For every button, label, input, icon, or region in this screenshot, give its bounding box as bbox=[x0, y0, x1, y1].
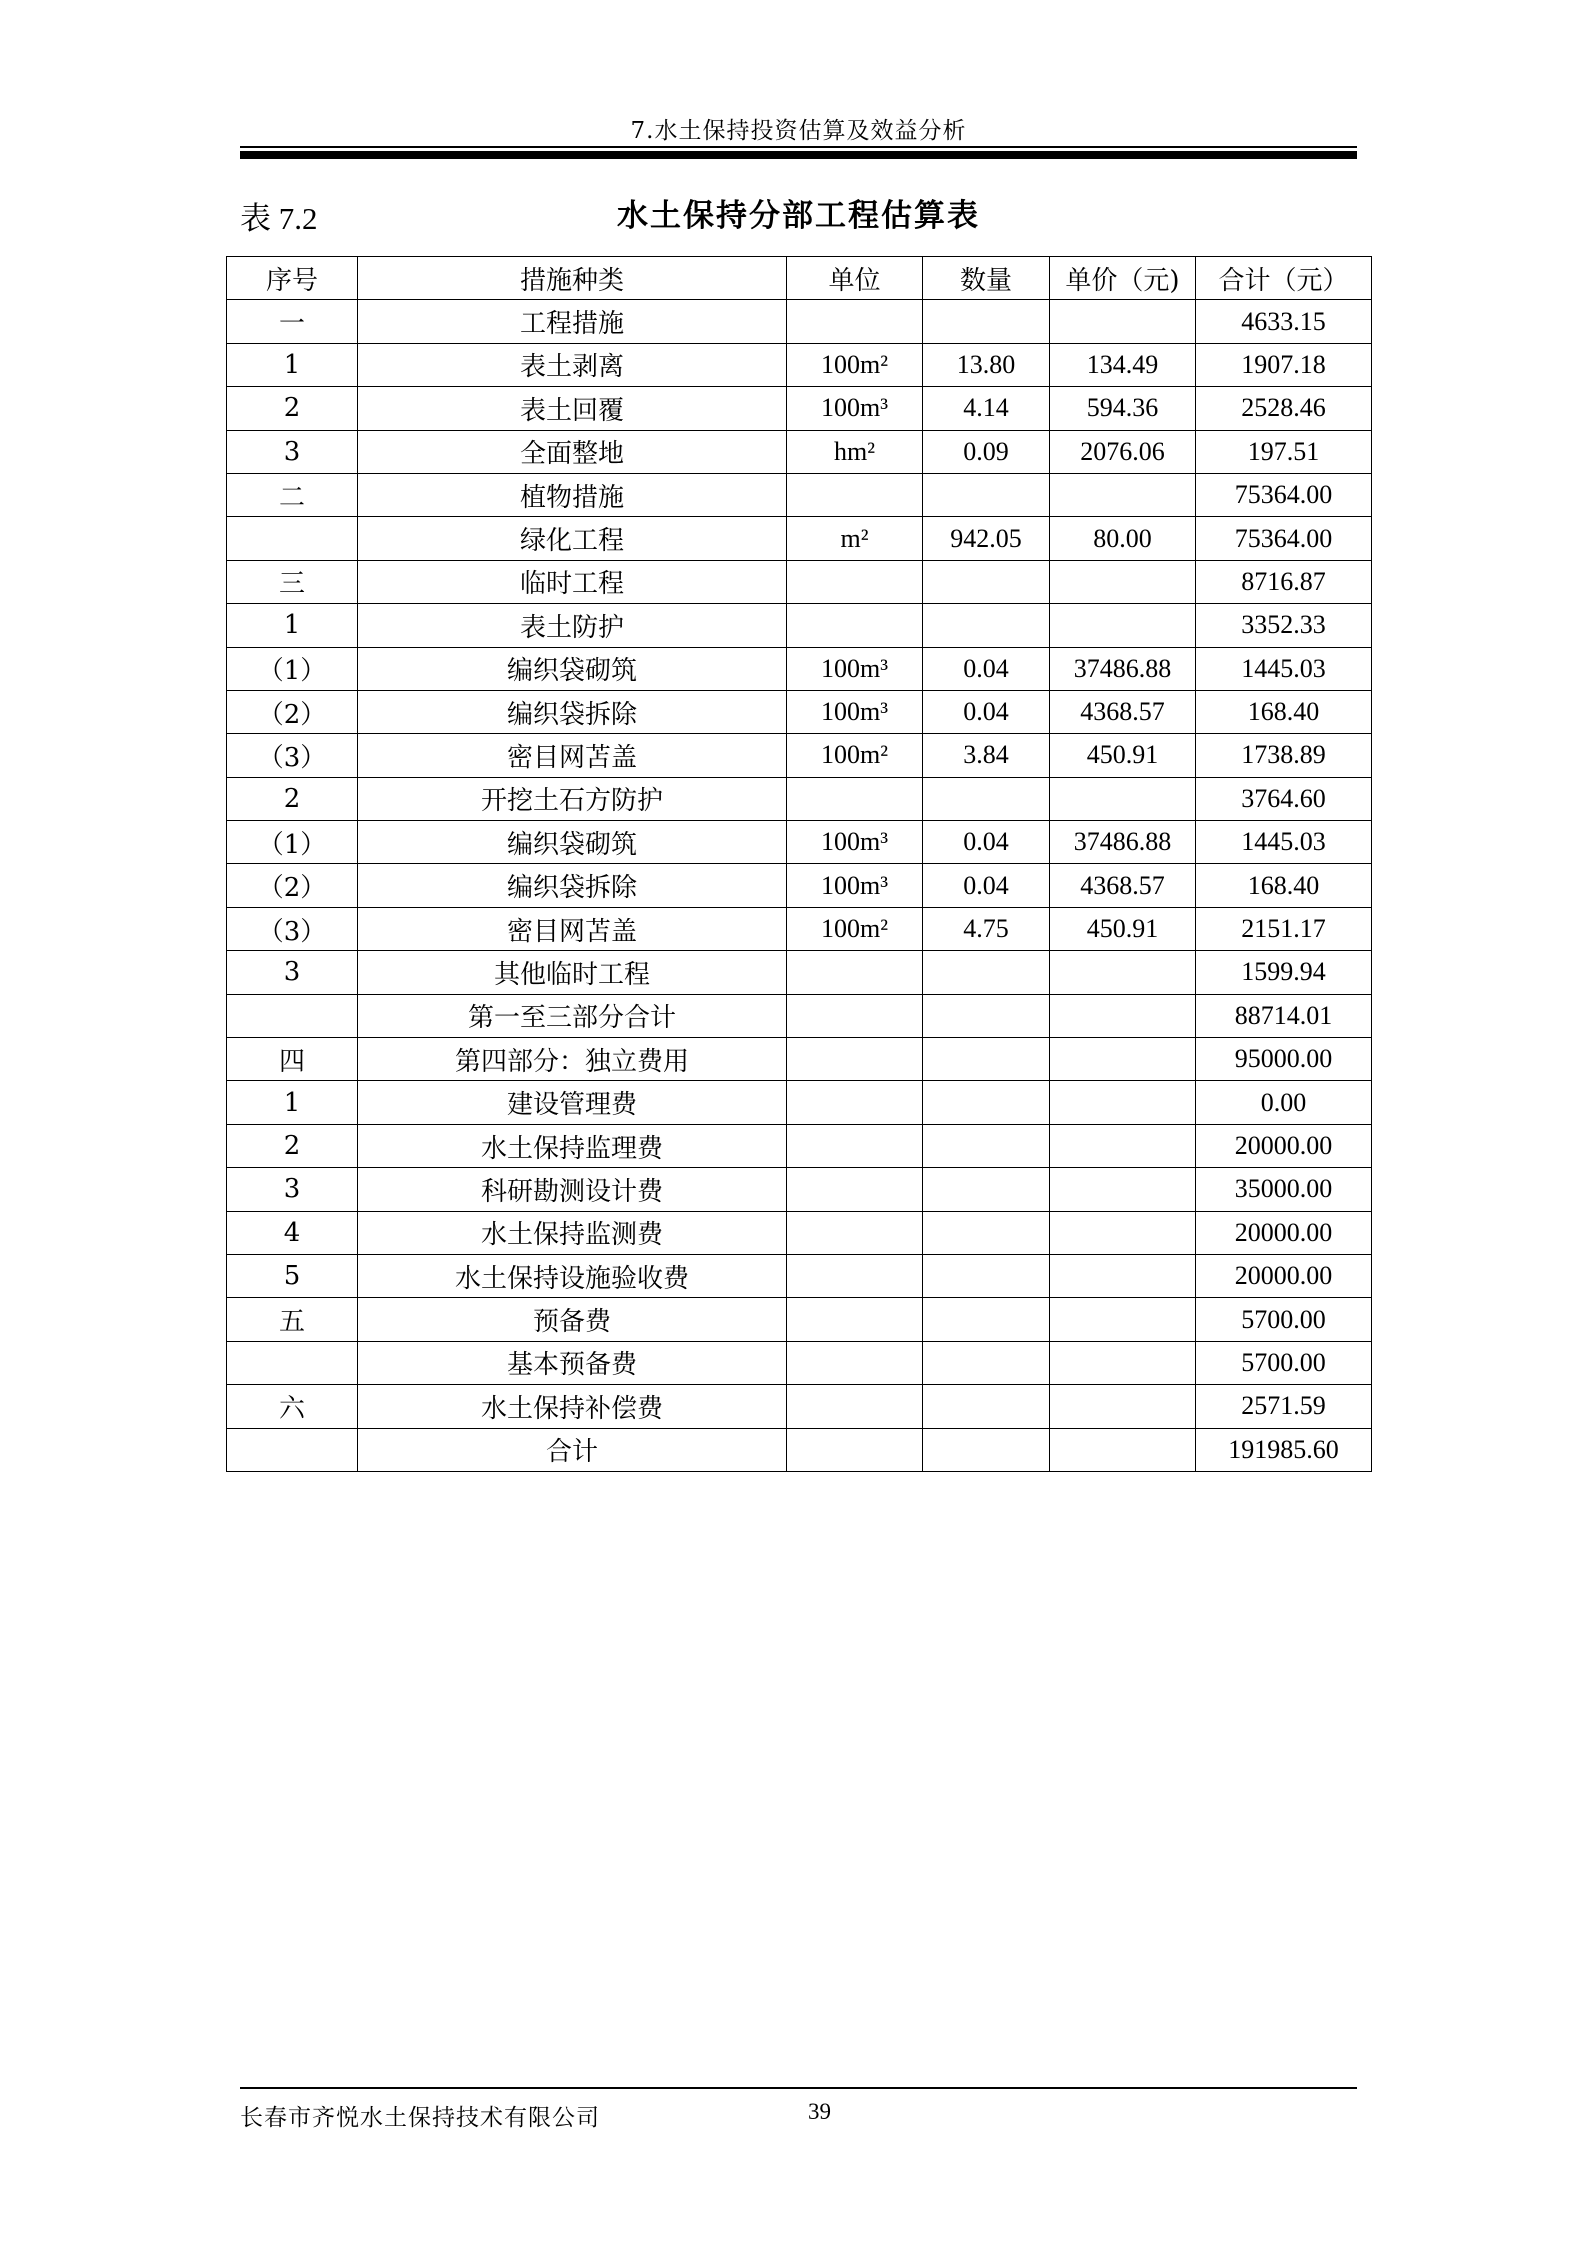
table-row bbox=[227, 473, 1372, 516]
row-quantity-cell bbox=[923, 1168, 1050, 1211]
row-unit-cell bbox=[787, 1211, 923, 1254]
row-total-cell: 2151.17 bbox=[1196, 907, 1372, 950]
row-unit-price-cell bbox=[1050, 1254, 1196, 1297]
row-unit-cell bbox=[787, 777, 923, 820]
row-unit-price-cell: 594.36 bbox=[1050, 387, 1196, 430]
row-no-cell: 三 bbox=[227, 560, 358, 603]
page-number: 39 bbox=[808, 2099, 831, 2124]
row-measure-cell: 密目网苫盖 bbox=[358, 734, 787, 777]
row-unit-price-cell: 80.00 bbox=[1050, 517, 1196, 560]
row-unit-price-cell bbox=[1050, 777, 1196, 820]
row-total-cell: 168.40 bbox=[1196, 690, 1372, 733]
row-unit-cell bbox=[787, 1298, 923, 1341]
row-total-cell: 1445.03 bbox=[1196, 647, 1372, 690]
row-unit-cell bbox=[787, 560, 923, 603]
table-number-label: 表 7.2 bbox=[240, 201, 318, 236]
row-quantity-cell bbox=[923, 473, 1050, 516]
row-unit-price-cell: 134.49 bbox=[1050, 343, 1196, 386]
row-measure-cell: 表土回覆 bbox=[358, 387, 787, 430]
row-no-cell: （3） bbox=[227, 907, 358, 950]
col-header-unit-price: 单价（元) bbox=[1050, 257, 1196, 300]
row-unit-price-cell: 4368.57 bbox=[1050, 690, 1196, 733]
row-total-cell: 197.51 bbox=[1196, 430, 1372, 473]
table-row bbox=[227, 647, 1372, 690]
row-measure-cell: 全面整地 bbox=[358, 430, 787, 473]
table-row bbox=[227, 1211, 1372, 1254]
row-measure-cell: 第四部分：独立费用 bbox=[358, 1038, 787, 1081]
estimate-table bbox=[226, 256, 1372, 1472]
row-unit-cell bbox=[787, 1168, 923, 1211]
row-unit-price-cell bbox=[1050, 994, 1196, 1037]
row-no-cell: 六 bbox=[227, 1385, 358, 1428]
row-quantity-cell: 0.04 bbox=[923, 647, 1050, 690]
row-total-cell: 2528.46 bbox=[1196, 387, 1372, 430]
row-quantity-cell bbox=[923, 1428, 1050, 1471]
row-measure-cell: 密目网苫盖 bbox=[358, 907, 787, 950]
row-measure-cell: 第一至三部分合计 bbox=[358, 994, 787, 1037]
row-unit-price-cell bbox=[1050, 1298, 1196, 1341]
table-row bbox=[227, 864, 1372, 907]
row-unit-cell: 100m³ bbox=[787, 690, 923, 733]
table-row bbox=[227, 1081, 1372, 1124]
table-row bbox=[227, 387, 1372, 430]
row-no-cell: 4 bbox=[227, 1211, 358, 1254]
row-total-cell: 191985.60 bbox=[1196, 1428, 1372, 1471]
row-no-cell: 二 bbox=[227, 473, 358, 516]
row-measure-cell: 编织袋拆除 bbox=[358, 864, 787, 907]
row-total-cell: 20000.00 bbox=[1196, 1124, 1372, 1167]
row-measure-cell: 其他临时工程 bbox=[358, 951, 787, 994]
row-total-cell: 0.00 bbox=[1196, 1081, 1372, 1124]
row-total-cell: 1738.89 bbox=[1196, 734, 1372, 777]
row-total-cell: 1599.94 bbox=[1196, 951, 1372, 994]
table-row bbox=[227, 343, 1372, 386]
row-measure-cell: 编织袋拆除 bbox=[358, 690, 787, 733]
table-row bbox=[227, 1298, 1372, 1341]
row-quantity-cell: 4.14 bbox=[923, 387, 1050, 430]
row-measure-cell: 科研勘测设计费 bbox=[358, 1168, 787, 1211]
table-row bbox=[227, 907, 1372, 950]
row-measure-cell: 建设管理费 bbox=[358, 1081, 787, 1124]
table-row bbox=[227, 560, 1372, 603]
row-total-cell: 168.40 bbox=[1196, 864, 1372, 907]
row-unit-price-cell bbox=[1050, 1168, 1196, 1211]
row-unit-cell bbox=[787, 300, 923, 343]
row-no-cell: 1 bbox=[227, 604, 358, 647]
table-row bbox=[227, 734, 1372, 777]
row-unit-price-cell bbox=[1050, 473, 1196, 516]
row-quantity-cell bbox=[923, 604, 1050, 647]
row-quantity-cell: 0.04 bbox=[923, 690, 1050, 733]
table-row bbox=[227, 1254, 1372, 1297]
row-unit-cell bbox=[787, 1385, 923, 1428]
row-unit-price-cell bbox=[1050, 300, 1196, 343]
row-unit-cell: 100m² bbox=[787, 734, 923, 777]
row-no-cell: （1） bbox=[227, 647, 358, 690]
table-row bbox=[227, 1428, 1372, 1471]
row-total-cell: 20000.00 bbox=[1196, 1211, 1372, 1254]
col-header-no: 序号 bbox=[227, 257, 358, 300]
row-no-cell: 2 bbox=[227, 777, 358, 820]
row-unit-price-cell bbox=[1050, 1211, 1196, 1254]
row-unit-price-cell: 450.91 bbox=[1050, 734, 1196, 777]
row-measure-cell: 水土保持监理费 bbox=[358, 1124, 787, 1167]
table-row bbox=[227, 430, 1372, 473]
row-quantity-cell bbox=[923, 1298, 1050, 1341]
row-measure-cell: 表土防护 bbox=[358, 604, 787, 647]
row-quantity-cell: 4.75 bbox=[923, 907, 1050, 950]
row-quantity-cell bbox=[923, 300, 1050, 343]
row-quantity-cell bbox=[923, 1081, 1050, 1124]
table-row bbox=[227, 1038, 1372, 1081]
row-measure-cell: 水土保持设施验收费 bbox=[358, 1254, 787, 1297]
row-quantity-cell bbox=[923, 1341, 1050, 1384]
col-header-total: 合计（元） bbox=[1196, 257, 1372, 300]
row-measure-cell: 水土保持监测费 bbox=[358, 1211, 787, 1254]
row-unit-price-cell: 4368.57 bbox=[1050, 864, 1196, 907]
row-total-cell: 8716.87 bbox=[1196, 560, 1372, 603]
row-quantity-cell: 3.84 bbox=[923, 734, 1050, 777]
row-measure-cell: 预备费 bbox=[358, 1298, 787, 1341]
row-no-cell: 3 bbox=[227, 1168, 358, 1211]
row-no-cell: 3 bbox=[227, 430, 358, 473]
row-unit-cell bbox=[787, 1428, 923, 1471]
row-no-cell: 5 bbox=[227, 1254, 358, 1297]
row-no-cell bbox=[227, 517, 358, 560]
row-no-cell: 一 bbox=[227, 300, 358, 343]
row-unit-price-cell bbox=[1050, 1038, 1196, 1081]
col-header-measure: 措施种类 bbox=[358, 257, 787, 300]
row-quantity-cell bbox=[923, 560, 1050, 603]
row-total-cell: 1445.03 bbox=[1196, 821, 1372, 864]
row-unit-cell: 100m² bbox=[787, 907, 923, 950]
row-unit-cell bbox=[787, 1341, 923, 1384]
row-unit-cell: m² bbox=[787, 517, 923, 560]
row-total-cell: 1907.18 bbox=[1196, 343, 1372, 386]
col-header-unit: 单位 bbox=[787, 257, 923, 300]
footer-company-name: 长春市齐悦水土保持技术有限公司 bbox=[240, 2105, 600, 2131]
row-no-cell bbox=[227, 1341, 358, 1384]
row-unit-price-cell: 37486.88 bbox=[1050, 821, 1196, 864]
table-row bbox=[227, 821, 1372, 864]
row-quantity-cell bbox=[923, 1385, 1050, 1428]
row-total-cell: 3764.60 bbox=[1196, 777, 1372, 820]
row-no-cell: （2） bbox=[227, 864, 358, 907]
row-no-cell: 1 bbox=[227, 1081, 358, 1124]
table-row bbox=[227, 300, 1372, 343]
row-unit-cell bbox=[787, 1124, 923, 1167]
row-quantity-cell: 942.05 bbox=[923, 517, 1050, 560]
table-row bbox=[227, 1385, 1372, 1428]
row-quantity-cell bbox=[923, 994, 1050, 1037]
row-unit-price-cell bbox=[1050, 604, 1196, 647]
row-measure-cell: 开挖土石方防护 bbox=[358, 777, 787, 820]
row-total-cell: 3352.33 bbox=[1196, 604, 1372, 647]
row-unit-cell bbox=[787, 1081, 923, 1124]
row-measure-cell: 表土剥离 bbox=[358, 343, 787, 386]
row-total-cell: 35000.00 bbox=[1196, 1168, 1372, 1211]
row-no-cell: （2） bbox=[227, 690, 358, 733]
row-unit-cell: 100m³ bbox=[787, 821, 923, 864]
row-quantity-cell: 0.04 bbox=[923, 821, 1050, 864]
row-total-cell: 5700.00 bbox=[1196, 1341, 1372, 1384]
table-row bbox=[227, 604, 1372, 647]
row-no-cell: （1） bbox=[227, 821, 358, 864]
row-measure-cell: 水土保持补偿费 bbox=[358, 1385, 787, 1428]
row-measure-cell: 合计 bbox=[358, 1428, 787, 1471]
row-unit-cell bbox=[787, 951, 923, 994]
row-total-cell: 88714.01 bbox=[1196, 994, 1372, 1037]
table-row bbox=[227, 994, 1372, 1037]
row-unit-price-cell bbox=[1050, 1081, 1196, 1124]
row-quantity-cell bbox=[923, 951, 1050, 994]
row-measure-cell: 编织袋砌筑 bbox=[358, 821, 787, 864]
row-unit-cell: 100m³ bbox=[787, 647, 923, 690]
row-measure-cell: 植物措施 bbox=[358, 473, 787, 516]
row-unit-cell bbox=[787, 473, 923, 516]
row-unit-cell bbox=[787, 994, 923, 1037]
row-unit-cell: 100m³ bbox=[787, 387, 923, 430]
row-unit-cell bbox=[787, 604, 923, 647]
row-unit-price-cell: 2076.06 bbox=[1050, 430, 1196, 473]
row-no-cell: 2 bbox=[227, 1124, 358, 1167]
row-unit-price-cell bbox=[1050, 1385, 1196, 1428]
page-header-title: 7.水土保持投资估算及效益分析 bbox=[630, 118, 967, 144]
row-measure-cell: 基本预备费 bbox=[358, 1341, 787, 1384]
table-row bbox=[227, 951, 1372, 994]
table-row bbox=[227, 1124, 1372, 1167]
row-quantity-cell: 13.80 bbox=[923, 343, 1050, 386]
row-unit-price-cell: 450.91 bbox=[1050, 907, 1196, 950]
row-no-cell: 3 bbox=[227, 951, 358, 994]
row-unit-cell: 100m² bbox=[787, 343, 923, 386]
row-unit-price-cell bbox=[1050, 560, 1196, 603]
table-row bbox=[227, 517, 1372, 560]
row-no-cell bbox=[227, 994, 358, 1037]
table-body bbox=[227, 300, 1372, 1472]
row-unit-price-cell bbox=[1050, 1341, 1196, 1384]
footer-rule bbox=[240, 2087, 1357, 2089]
row-quantity-cell bbox=[923, 777, 1050, 820]
row-quantity-cell bbox=[923, 1254, 1050, 1297]
row-quantity-cell bbox=[923, 1124, 1050, 1167]
row-unit-cell: hm² bbox=[787, 430, 923, 473]
row-no-cell: 四 bbox=[227, 1038, 358, 1081]
table-row bbox=[227, 777, 1372, 820]
row-unit-price-cell bbox=[1050, 1428, 1196, 1471]
row-unit-price-cell bbox=[1050, 951, 1196, 994]
row-no-cell: 1 bbox=[227, 343, 358, 386]
row-quantity-cell bbox=[923, 1038, 1050, 1081]
table-title: 水土保持分部工程估算表 bbox=[617, 198, 980, 234]
row-measure-cell: 编织袋砌筑 bbox=[358, 647, 787, 690]
row-total-cell: 2571.59 bbox=[1196, 1385, 1372, 1428]
row-no-cell: （3） bbox=[227, 734, 358, 777]
row-quantity-cell: 0.04 bbox=[923, 864, 1050, 907]
header-rule-thick bbox=[240, 151, 1357, 159]
row-measure-cell: 绿化工程 bbox=[358, 517, 787, 560]
row-total-cell: 75364.00 bbox=[1196, 517, 1372, 560]
table-row bbox=[227, 1341, 1372, 1384]
row-no-cell: 五 bbox=[227, 1298, 358, 1341]
table-header-row bbox=[227, 257, 1372, 300]
table-row bbox=[227, 690, 1372, 733]
table-row bbox=[227, 1168, 1372, 1211]
row-unit-cell bbox=[787, 1254, 923, 1297]
row-quantity-cell: 0.09 bbox=[923, 430, 1050, 473]
row-measure-cell: 临时工程 bbox=[358, 560, 787, 603]
row-unit-cell bbox=[787, 1038, 923, 1081]
row-measure-cell: 工程措施 bbox=[358, 300, 787, 343]
row-quantity-cell bbox=[923, 1211, 1050, 1254]
row-no-cell: 2 bbox=[227, 387, 358, 430]
row-unit-price-cell: 37486.88 bbox=[1050, 647, 1196, 690]
row-unit-price-cell bbox=[1050, 1124, 1196, 1167]
row-total-cell: 95000.00 bbox=[1196, 1038, 1372, 1081]
col-header-quantity: 数量 bbox=[923, 257, 1050, 300]
header-rule-thin bbox=[240, 146, 1357, 148]
row-unit-cell: 100m³ bbox=[787, 864, 923, 907]
row-total-cell: 5700.00 bbox=[1196, 1298, 1372, 1341]
row-no-cell bbox=[227, 1428, 358, 1471]
row-total-cell: 20000.00 bbox=[1196, 1254, 1372, 1297]
row-total-cell: 75364.00 bbox=[1196, 473, 1372, 516]
row-total-cell: 4633.15 bbox=[1196, 300, 1372, 343]
